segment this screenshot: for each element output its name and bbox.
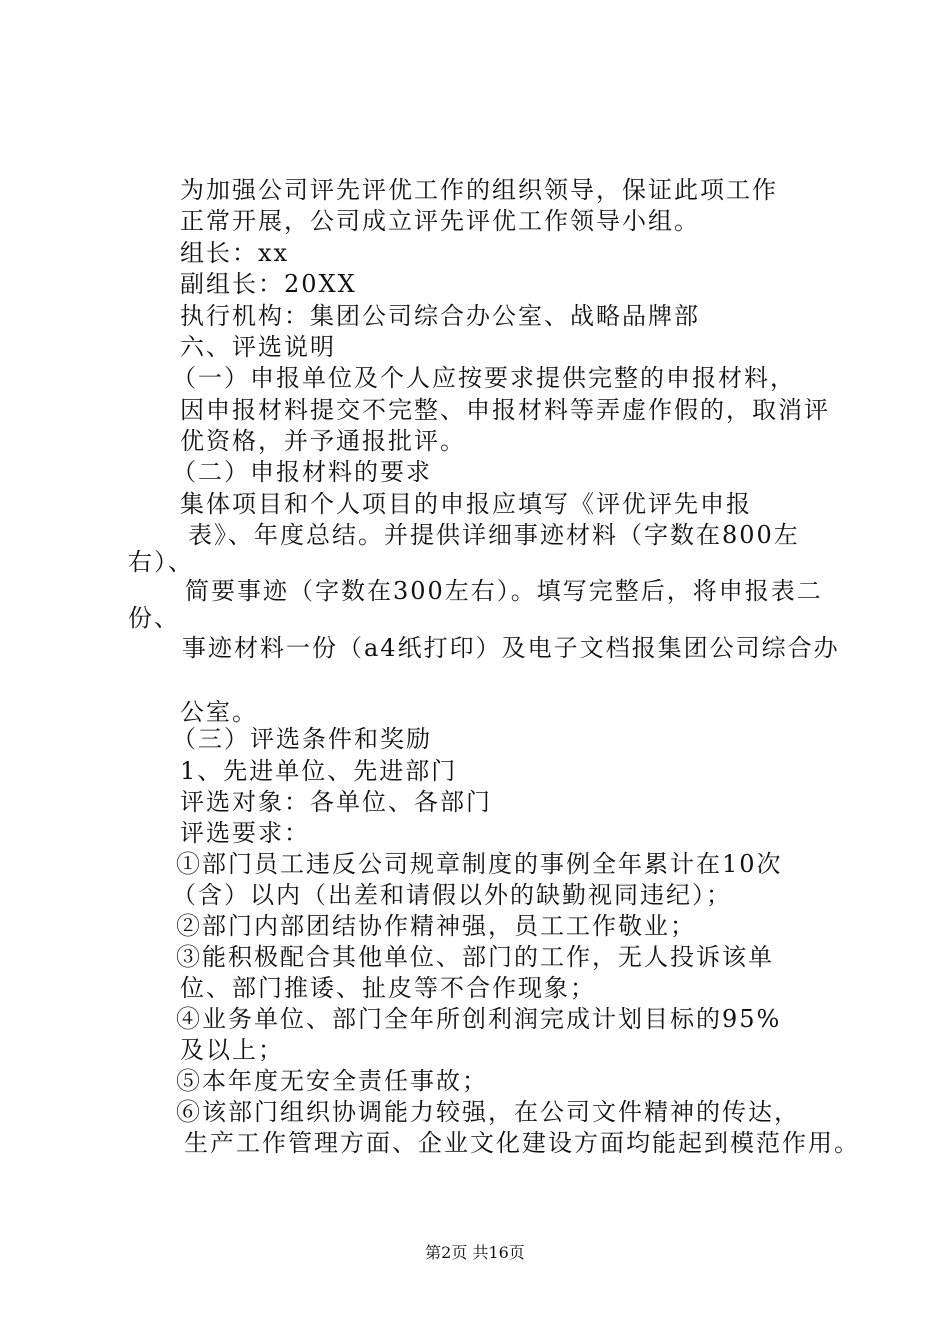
paragraph-line: 执行机构：集团公司综合办公室、战略品牌部: [180, 302, 700, 330]
subsection-heading: （二）申报材料的要求: [172, 458, 432, 486]
paragraph-line: 评选对象：各单位、各部门: [180, 788, 492, 816]
paragraph-line: 简要事迹（字数在300左右）。填写完整后，将申报表二: [185, 577, 823, 605]
list-item-continuation: 及以上；: [180, 1036, 284, 1064]
paragraph-line: 因申报材料提交不完整、申报材料等弄虚作假的，取消评: [180, 396, 830, 424]
subsection-heading: （三）评选条件和奖励: [172, 725, 432, 753]
paragraph-line: 表》、年度总结。并提供详细事迹材料（字数在800左: [188, 521, 800, 549]
paragraph-line: 1、先进单位、先进部门: [180, 757, 458, 785]
paragraph-line: 评选要求：: [180, 819, 310, 847]
list-item: ①部门员工违反公司规章制度的事例全年累计在10次: [176, 850, 783, 878]
list-item: ④业务单位、部门全年所创利润完成计划目标的95%: [176, 1005, 782, 1033]
paragraph-line: 优资格，并予通报批评。: [180, 427, 466, 455]
paragraph-line: 组长：xx: [180, 239, 290, 267]
paragraph-line: 正常开展，公司成立评先评优工作领导小组。: [180, 207, 700, 235]
paragraph-line: 右）、: [128, 548, 194, 576]
list-item: ③能积极配合其他单位、部门的工作，无人投诉该单: [176, 943, 774, 971]
page-footer: 第2页 共16页: [425, 1243, 525, 1262]
paragraph-line: 份、: [128, 604, 180, 632]
list-item: ⑤本年度无安全责任事故；: [176, 1067, 488, 1095]
section-heading: 六、评选说明: [180, 333, 336, 361]
list-item-continuation: （含）以内（出差和请假以外的缺勤视同违纪）；: [172, 881, 732, 909]
paragraph-line: 公室。: [180, 698, 258, 726]
list-item: ②部门内部团结协作精神强，员工工作敬业；: [176, 912, 696, 940]
paragraph-line: 副组长：20XX: [180, 270, 357, 298]
list-item-continuation: 生产工作管理方面、企业文化建设方面均能起到模范作用。: [184, 1129, 860, 1157]
list-item-continuation: 位、部门推诿、扯皮等不合作现象；: [180, 974, 596, 1002]
paragraph-line: 为加强公司评先评优工作的组织领导，保证此项工作: [180, 176, 778, 204]
list-item: ⑥该部门组织协调能力较强，在公司文件精神的传达，: [176, 1098, 800, 1126]
paragraph-line: 事迹材料一份（a4纸打印）及电子文档报集团公司综合办: [182, 634, 840, 662]
paragraph-line: 集体项目和个人项目的申报应填写《评优评先申报: [180, 490, 752, 518]
paragraph-line: （一）申报单位及个人应按要求提供完整的申报材料，: [172, 364, 796, 392]
